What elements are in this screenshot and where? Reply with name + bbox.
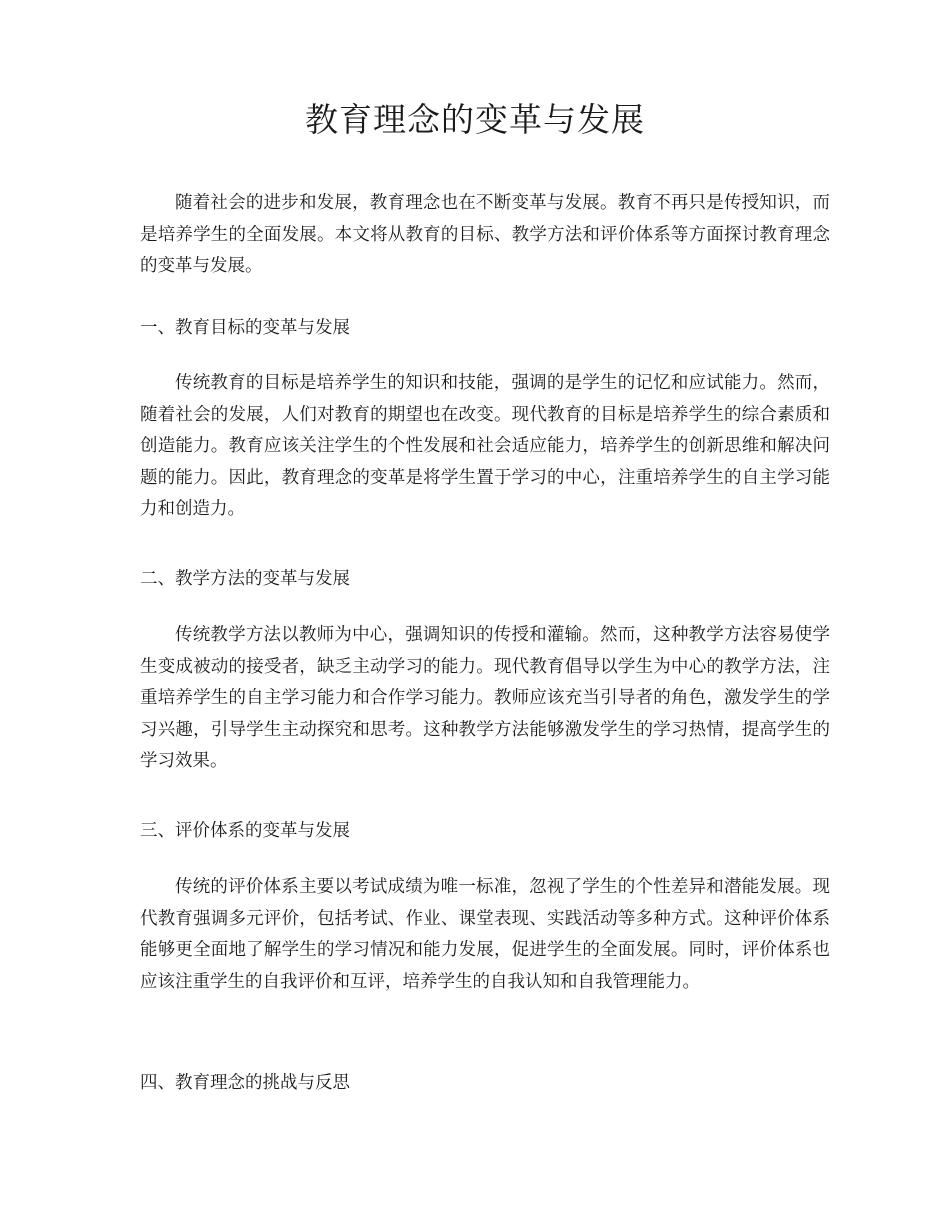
section-body-evaluation: 传统的评价体系主要以考试成绩为唯一标准，忽视了学生的个性差异和潜能发展。现代教育强调多元评价，包括考试、作业、课堂表现、实践活动等多种方式。这种评价体系能够更全面地了解学生的学习情况和能力发展，促进学生的全面发展。同时，评价体系也应该注重学生的自我评价和互评，培养学生的自我认知和自我管理能力。 — [140, 877, 830, 992]
section-heading-goals: 一、教育目标的变革与发展 — [140, 318, 350, 338]
section-heading-evaluation: 三、评价体系的变革与发展 — [140, 821, 350, 841]
section-heading-methods: 二、教学方法的变革与发展 — [140, 569, 350, 589]
section-body-goals: 传统教育的目标是培养学生的知识和技能，强调的是学生的记忆和应试能力。然而，随着社会的发展，人们对教育的期望也在改变。现代教育的目标是培养学生的综合素质和创造能力。教育应该关注学生的个性发展和社会适应能力，培养学生的创新思维和解决问题的能力。因此，教育理念的变革是将学生置于学习的中心，注重培养学生的自主学习能力和创造力。 — [140, 373, 830, 519]
intro-paragraph: 随着社会的进步和发展，教育理念也在不断变革与发展。教育不再只是传授知识，而是培养学生的全面发展。本文将从教育的目标、教学方法和评价体系等方面探讨教育理念的变革与发展。 — [140, 193, 830, 276]
section-heading-challenges: 四、教育理念的挑战与反思 — [140, 1073, 350, 1093]
section-body-methods: 传统教学方法以教师为中心，强调知识的传授和灌输。然而，这种教学方法容易使学生变成被动的接受者，缺乏主动学习的能力。现代教育倡导以学生为中心的教学方法，注重培养学生的自主学习能力和合作学习能力。教师应该充当引导者的角色，激发学生的学习兴趣，引导学生主动探究和思考。这种教学方法能够激发学生的学习热情，提高学生的学习效果。 — [140, 625, 830, 771]
document-title: 教育理念的变革与发展 — [305, 100, 645, 139]
